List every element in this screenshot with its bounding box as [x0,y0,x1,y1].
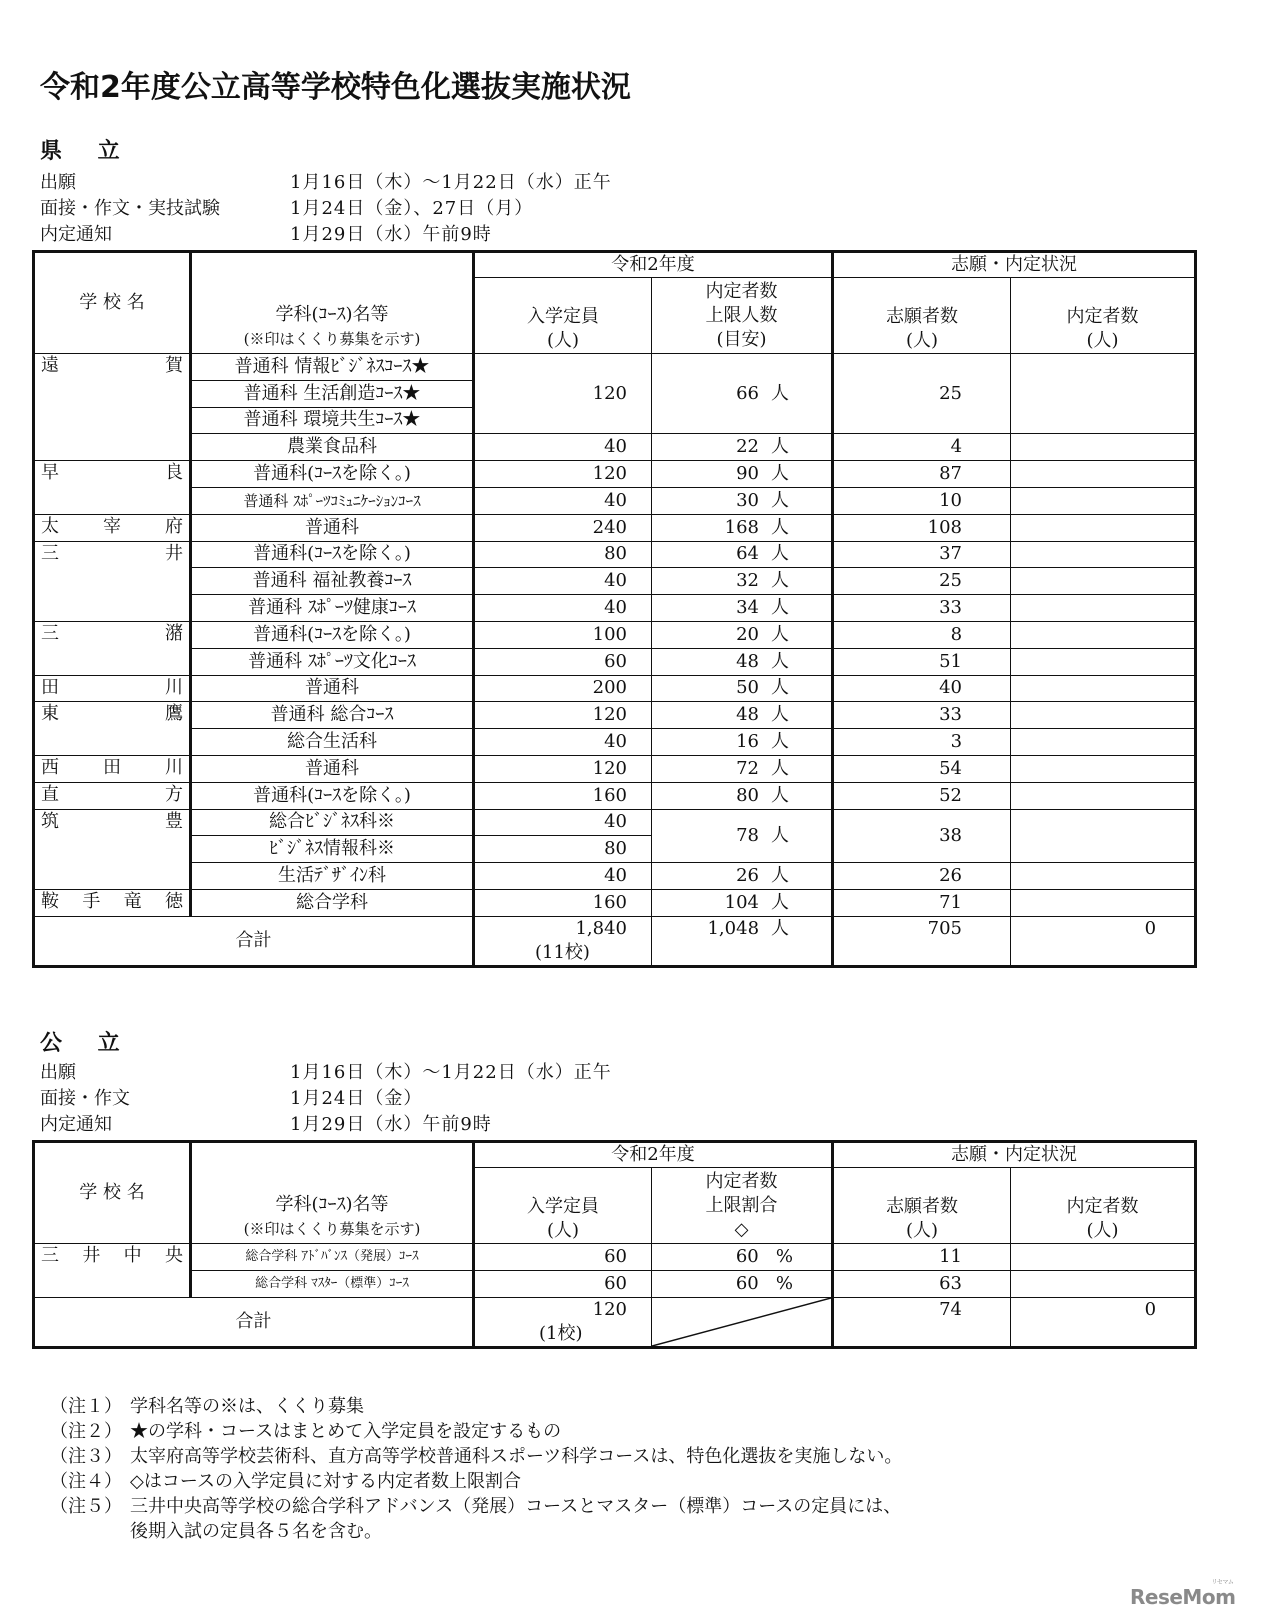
table-row [34,675,1196,702]
table-row [34,514,1196,541]
dept-cell: 生活ﾃﾞｻﾞｲﾝ科 [191,863,474,890]
schedule-value: 1月16日（木）～1月22日（水）正午 [290,172,612,193]
dept-cell: 普通科 ｽﾎﾟｰﾂ健康ｺｰｽ [191,595,474,622]
prefectural-table [32,250,1197,968]
offered-cell [1011,889,1196,916]
offered-cell [1011,1244,1196,1271]
table-row [34,434,1196,461]
header-status-group: 志願・内定状況 [833,252,1196,278]
offered-cell [1011,863,1196,890]
school-name: 遠 賀 [41,355,183,376]
offered-cell [1011,755,1196,782]
footnote-3: （注３） 太宰府高等学校芸術科、直方高等学校普通科スポーツ科学コースは、特色化選抜を実施しない。 [50,1446,903,1467]
limit-cell: 16 人 [652,729,833,756]
offered-cell [1011,354,1196,434]
capacity-cell: 60 [474,1244,652,1271]
table-row [34,595,1196,622]
table-row [34,461,1196,488]
capacity-cell: 40 [474,568,652,595]
total-applicants-cell: 74 [833,1298,1011,1348]
table-row [34,1244,1196,1271]
schedule-label: 面接・作文 [40,1088,130,1109]
dept-cell: 総合ﾋﾞｼﾞﾈｽ科※ [191,809,474,836]
footnote-5: （注５） 三井中央高等学校の総合学科アドバンス（発展）コースとマスター（標準）コースの定員には、 [50,1496,902,1517]
schedule-row-interview [40,196,612,222]
applicants-cell: 54 [833,755,1011,782]
offered-cell [1011,541,1196,568]
offered-cell [1011,434,1196,461]
capacity-cell: 40 [474,863,652,890]
capacity-cell: 120 [474,702,652,729]
dept-cell: 普通科(ｺｰｽを除く。) [191,621,474,648]
limit-cell: 30 人 [652,487,833,514]
school-name-cell [34,621,191,675]
table-row [34,889,1196,916]
dept-cell: 総合学科 ｱﾄﾞﾊﾞﾝｽ（発展）ｺｰｽ [191,1244,474,1271]
table-row [34,621,1196,648]
limit-cell: 78 人 [652,809,833,863]
table-row [34,541,1196,568]
applicants-cell: 10 [833,487,1011,514]
schedule-row-application [40,170,612,196]
applicants-cell: 63 [833,1271,1011,1298]
dept-cell: 普通科 総合ｺｰｽ [191,702,474,729]
capacity-cell: 40 [474,434,652,461]
header-offered: 内定者数 (人) [1011,1168,1196,1244]
offered-cell [1011,514,1196,541]
applicants-cell: 25 [833,354,1011,434]
limit-cell: 80 人 [652,782,833,809]
dept-cell: 普通科 [191,675,474,702]
limit-cell: 66 人 [652,354,833,434]
capacity-cell: 40 [474,809,652,836]
school-name: 田 川 [41,676,183,698]
school-name-cell [34,354,191,461]
section-heading-prefectural: 県 立 [40,139,134,164]
applicants-cell: 51 [833,648,1011,675]
header-status-group: 志願・内定状況 [833,1142,1196,1168]
capacity-cell: 100 [474,621,652,648]
table-row [34,702,1196,729]
schedule-row-notification [40,1112,612,1138]
school-name-cell [34,755,191,782]
header-limit: 内定者数 上限人数 (目安) [652,278,833,354]
schedule-label: 出願 [40,1062,76,1083]
header-school: 学 校 名 [34,252,191,354]
offered-cell [1011,1271,1196,1298]
schedule-label: 内定通知 [40,1114,112,1135]
school-name-cell [34,889,191,916]
public-table [32,1140,1197,1349]
total-label: 合計 [34,1298,474,1348]
school-name-cell [34,782,191,809]
section-heading-public: 公 立 [40,1031,134,1056]
dept-cell: 総合学科 ﾏｽﾀｰ（標準）ｺｰｽ [191,1271,474,1298]
header-capacity: 入学定員 (人) [474,1168,652,1244]
applicants-cell: 4 [833,434,1011,461]
capacity-cell: 40 [474,487,652,514]
limit-ratio-cell: 60 % [652,1244,833,1271]
dept-cell: 農業食品科 [191,434,474,461]
offered-cell [1011,461,1196,488]
limit-cell: 26 人 [652,863,833,890]
limit-cell: 20 人 [652,621,833,648]
school-name-cell [34,514,191,541]
school-name: 三 潴 [41,622,183,644]
schedule-value: 1月29日（水）午前9時 [290,1114,492,1135]
offered-cell [1011,487,1196,514]
footnote-2: （注２） ★の学科・コースはまとめて入学定員を設定するもの [50,1421,562,1442]
school-name-cell [34,675,191,702]
schedule-row-application [40,1060,612,1086]
capacity-cell: 120 [474,461,652,488]
limit-cell: 50 人 [652,675,833,702]
header-limit-ratio: 内定者数 上限割合 ◇ [652,1168,833,1244]
school-name: 鞍 手 竜 徳 [41,890,183,912]
applicants-cell: 37 [833,541,1011,568]
header-applicants: 志願者数 (人) [833,1168,1011,1244]
dept-cell: 総合学科 [191,889,474,916]
capacity-cell: 240 [474,514,652,541]
schedule-label: 面接・作文・実技試験 [40,198,220,219]
applicants-cell: 40 [833,675,1011,702]
total-offered-cell: 0 [1011,1298,1196,1348]
total-label: 合計 [34,916,474,966]
table-row [34,863,1196,890]
schedule-public [40,1060,612,1138]
footnote-4: （注４） ◇はコースの入学定員に対する内定者数上限割合 [50,1471,521,1492]
table-row [34,729,1196,756]
footnote-5-continued: 後期入試の定員各５名を含む。 [130,1521,382,1542]
offered-cell [1011,782,1196,809]
header-dept: 学科(ｺｰｽ)名等 (※印はくくり募集を示す) [191,1142,474,1244]
limit-cell: 72 人 [652,755,833,782]
limit-cell: 32 人 [652,568,833,595]
footnote-1: （注１） 学科名等の※は、くくり募集 [50,1396,364,1417]
school-name: 太 宰 府 [41,515,183,537]
diagonal-slash-icon [652,1298,831,1346]
limit-ratio-cell: 60 % [652,1271,833,1298]
header-school: 学 校 名 [34,1142,191,1244]
applicants-cell: 33 [833,702,1011,729]
table-row [34,648,1196,675]
page-title: 令和2年度公立高等学校特色化選抜実施状況 [40,70,631,105]
table-row [34,354,1196,381]
school-name: 西 田 川 [41,756,183,778]
header-applicants: 志願者数 (人) [833,278,1011,354]
offered-cell [1011,568,1196,595]
limit-cell: 104 人 [652,889,833,916]
total-limit-cell: 1,048 人 [652,916,833,966]
capacity-cell: 200 [474,675,652,702]
dept-cell: 普通科 情報ﾋﾞｼﾞﾈｽｺｰｽ★ [191,354,474,381]
applicants-cell: 26 [833,863,1011,890]
limit-cell: 64 人 [652,541,833,568]
limit-cell: 90 人 [652,461,833,488]
school-name: 早 良 [41,462,183,484]
school-name: 東 鷹 [41,703,183,725]
dept-cell: 普通科 [191,755,474,782]
schedule-value: 1月29日（水）午前9時 [290,224,492,245]
schedule-value: 1月24日（金） [290,1088,423,1109]
total-capacity-cell: 1,840 (11校) [474,916,652,966]
header-dept: 学科(ｺｰｽ)名等 (※印はくくり募集を示す) [191,252,474,354]
offered-cell [1011,621,1196,648]
limit-cell: 34 人 [652,595,833,622]
school-name: 筑 豊 [41,810,183,832]
table-row [34,782,1196,809]
header-year-group: 令和2年度 [474,1142,833,1168]
schedule-value: 1月24日（金）、27日（月） [290,198,534,219]
capacity-cell: 60 [474,648,652,675]
offered-cell [1011,729,1196,756]
total-offered-cell: 0 [1011,916,1196,966]
schedule-row-interview [40,1086,612,1112]
applicants-cell: 11 [833,1244,1011,1271]
school-name-cell [34,461,191,515]
capacity-cell: 40 [474,595,652,622]
capacity-cell: 80 [474,541,652,568]
applicants-cell: 25 [833,568,1011,595]
offered-cell [1011,809,1196,863]
offered-cell [1011,595,1196,622]
schedule-label: 出願 [40,172,76,193]
school-name: 三 井 中 央 [41,1245,183,1266]
dept-cell: ﾋﾞｼﾞﾈｽ情報科※ [191,836,474,863]
capacity-cell: 40 [474,729,652,756]
table-row [34,487,1196,514]
dept-cell: 普通科 ｽﾎﾟｰﾂｺﾐｭﾆｹｰｼｮﾝｺｰｽ [191,487,474,514]
dept-cell: 総合生活科 [191,729,474,756]
table-row [34,755,1196,782]
total-limit-ratio-cell-slashed [652,1298,833,1348]
table-row [34,809,1196,836]
resemom-logo: ReseMom リセマム [1130,1579,1236,1609]
header-capacity: 入学定員 (人) [474,278,652,354]
capacity-cell: 120 [474,354,652,434]
school-name-cell [34,809,191,889]
schedule-value: 1月16日（木）～1月22日（水）正午 [290,1062,612,1083]
limit-cell: 22 人 [652,434,833,461]
footnotes [50,1394,902,1544]
school-name-cell [34,541,191,621]
school-name-cell [34,702,191,756]
limit-cell: 48 人 [652,702,833,729]
capacity-cell: 160 [474,889,652,916]
dept-cell: 普通科 [191,514,474,541]
dept-cell: 普通科 福祉教養ｺｰｽ [191,568,474,595]
school-name-cell [34,1244,191,1298]
schedule-row-notification [40,222,612,248]
total-row [34,1298,1196,1348]
total-applicants-cell: 705 [833,916,1011,966]
dept-cell: 普通科(ｺｰｽを除く。) [191,782,474,809]
applicants-cell: 87 [833,461,1011,488]
header-year-group: 令和2年度 [474,252,833,278]
capacity-cell: 160 [474,782,652,809]
dept-cell: 普通科(ｺｰｽを除く。) [191,541,474,568]
offered-cell [1011,648,1196,675]
offered-cell [1011,675,1196,702]
applicants-cell: 71 [833,889,1011,916]
school-name: 三 井 [41,542,183,564]
dept-cell: 普通科 生活創造ｺｰｽ★ [191,380,474,407]
limit-cell: 48 人 [652,648,833,675]
capacity-cell: 80 [474,836,652,863]
applicants-cell: 3 [833,729,1011,756]
capacity-cell: 120 [474,755,652,782]
table-row [34,1271,1196,1298]
table-row [34,568,1196,595]
total-capacity-cell: 120 (1校) [474,1298,652,1348]
applicants-cell: 33 [833,595,1011,622]
dept-cell: 普通科 環境共生ｺｰｽ★ [191,407,474,434]
applicants-cell: 38 [833,809,1011,863]
total-row [34,916,1196,966]
offered-cell [1011,702,1196,729]
dept-cell: 普通科 ｽﾎﾟｰﾂ文化ｺｰｽ [191,648,474,675]
applicants-cell: 108 [833,514,1011,541]
capacity-cell: 60 [474,1271,652,1298]
schedule-label: 内定通知 [40,224,112,245]
dept-cell: 普通科(ｺｰｽを除く。) [191,461,474,488]
applicants-cell: 52 [833,782,1011,809]
applicants-cell: 8 [833,621,1011,648]
school-name: 直 方 [41,783,183,805]
header-offered: 内定者数 (人) [1011,278,1196,354]
limit-cell: 168 人 [652,514,833,541]
schedule-prefectural [40,170,612,248]
